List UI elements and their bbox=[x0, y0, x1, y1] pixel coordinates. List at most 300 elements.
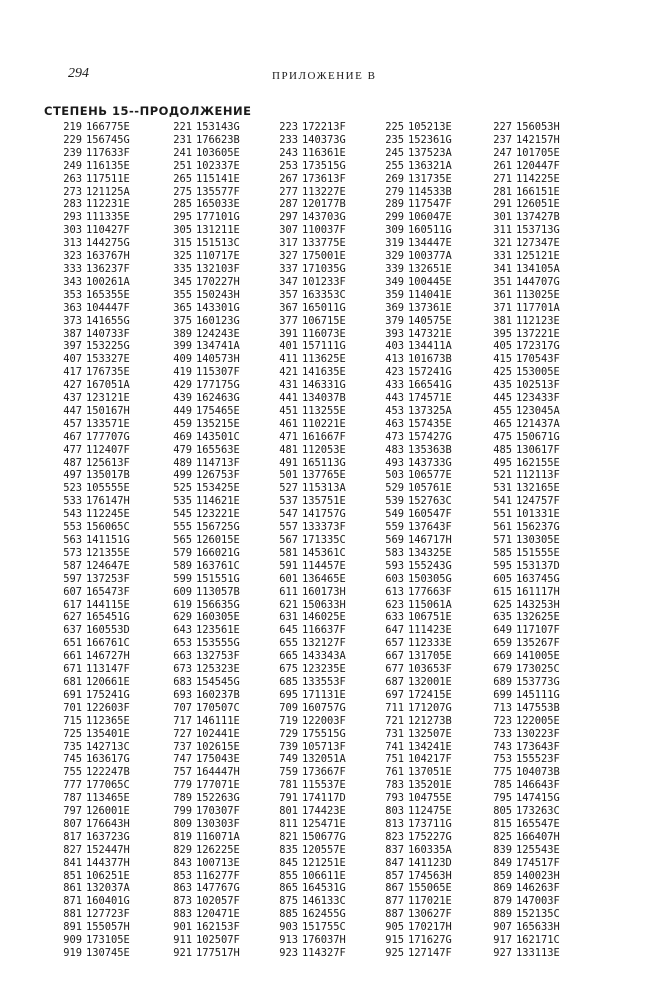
polynomial-code: 143703G bbox=[302, 211, 346, 224]
polynomial-code: 163767H bbox=[86, 250, 130, 263]
degree-number: 497 bbox=[63, 469, 82, 482]
polynomial-code: 145361C bbox=[302, 546, 346, 559]
degree-number: 529 bbox=[385, 482, 404, 495]
polynomial-code: 105761E bbox=[408, 482, 452, 495]
degree-number: 733 bbox=[493, 727, 512, 740]
polynomial-code: 134037B bbox=[302, 392, 346, 405]
polynomial-code: 126015E bbox=[196, 534, 240, 546]
degree-number: 319 bbox=[385, 237, 404, 250]
degree-number: 333 bbox=[63, 262, 82, 275]
degree-number: 435 bbox=[493, 379, 512, 392]
table-row bbox=[60, 766, 630, 779]
polynomial-code: 112245E bbox=[86, 508, 130, 521]
polynomial-code: 132103F bbox=[196, 262, 240, 275]
degree-number: 801 bbox=[279, 805, 298, 818]
degree-number: 425 bbox=[493, 366, 512, 379]
degree-number: 355 bbox=[173, 288, 192, 301]
table-row bbox=[60, 611, 630, 624]
degree-number: 643 bbox=[173, 624, 192, 637]
table-row bbox=[60, 508, 630, 521]
degree-number: 669 bbox=[493, 650, 512, 663]
polynomial-code: 125471E bbox=[302, 817, 346, 830]
degree-number: 749 bbox=[279, 753, 298, 766]
polynomial-code: 160401G bbox=[86, 895, 130, 908]
polynomial-code: 116277F bbox=[196, 869, 240, 882]
polynomial-code: 175001E bbox=[302, 250, 346, 263]
polynomial-code: 166021G bbox=[196, 546, 240, 559]
polynomial-code: 111423E bbox=[408, 624, 452, 637]
degree-number: 785 bbox=[493, 779, 512, 792]
degree-number: 311 bbox=[493, 224, 512, 237]
degree-number: 739 bbox=[279, 740, 298, 753]
degree-number: 419 bbox=[173, 366, 192, 379]
degree-number: 241 bbox=[173, 146, 192, 159]
polynomial-code: 153555G bbox=[196, 637, 240, 650]
polynomial-code: 113025E bbox=[516, 288, 560, 301]
degree-number: 679 bbox=[493, 663, 512, 676]
degree-number: 695 bbox=[279, 688, 298, 701]
table-row bbox=[60, 805, 630, 818]
polynomial-code: 114713F bbox=[196, 456, 240, 469]
degree-number: 617 bbox=[63, 598, 82, 611]
table-row bbox=[60, 173, 630, 186]
polynomial-code: 141635E bbox=[302, 366, 346, 379]
polynomial-code: 151551G bbox=[196, 572, 240, 585]
polynomial-code: 112123E bbox=[516, 314, 560, 327]
degree-number: 775 bbox=[493, 766, 512, 779]
polynomial-code: 106047E bbox=[408, 211, 452, 224]
degree-number: 591 bbox=[279, 559, 298, 572]
table-row bbox=[60, 521, 630, 534]
degree-number: 245 bbox=[385, 146, 404, 159]
polynomial-code: 163745G bbox=[516, 572, 560, 585]
degree-number: 303 bbox=[63, 224, 82, 237]
polynomial-code: 154545G bbox=[196, 675, 240, 688]
polynomial-code: 137051E bbox=[408, 766, 452, 779]
polynomial-code: 140733F bbox=[86, 327, 130, 340]
degree-number: 269 bbox=[385, 172, 404, 185]
degree-number: 847 bbox=[385, 856, 404, 869]
polynomial-code: 147415G bbox=[516, 792, 560, 805]
degree-number: 781 bbox=[279, 779, 298, 792]
table-row bbox=[60, 302, 630, 315]
degree-number: 859 bbox=[493, 869, 512, 882]
degree-number: 791 bbox=[279, 792, 298, 805]
table-row bbox=[60, 495, 630, 508]
degree-number: 829 bbox=[173, 843, 192, 856]
table-row bbox=[60, 792, 630, 805]
degree-number: 343 bbox=[63, 275, 82, 288]
polynomial-code: 151513C bbox=[196, 237, 240, 250]
degree-number: 445 bbox=[493, 392, 512, 405]
degree-number: 621 bbox=[279, 598, 298, 611]
table-row bbox=[60, 160, 630, 173]
polynomial-code: 121125A bbox=[86, 185, 130, 198]
polynomial-code: 121273B bbox=[408, 714, 452, 727]
polynomial-code: 115141E bbox=[196, 172, 240, 185]
degree-number: 605 bbox=[493, 572, 512, 585]
degree-number: 247 bbox=[493, 146, 512, 159]
degree-number: 477 bbox=[63, 443, 82, 456]
degree-number: 815 bbox=[493, 817, 512, 830]
polynomial-code: 153425E bbox=[196, 482, 240, 495]
degree-number: 371 bbox=[493, 301, 512, 314]
polynomial-code: 162153F bbox=[196, 921, 240, 934]
table-row bbox=[60, 857, 630, 870]
polynomial-code: 104217F bbox=[408, 753, 452, 766]
polynomial-code: 147767G bbox=[196, 882, 240, 895]
polynomial-code: 157111G bbox=[302, 340, 346, 353]
polynomial-code: 137643F bbox=[408, 521, 452, 534]
degree-number: 657 bbox=[385, 637, 404, 650]
degree-number: 851 bbox=[63, 869, 82, 882]
degree-number: 783 bbox=[385, 779, 404, 792]
degree-number: 255 bbox=[385, 159, 404, 172]
polynomial-code: 166775E bbox=[86, 121, 130, 133]
polynomial-code: 126225E bbox=[196, 843, 240, 856]
polynomial-code: 171207G bbox=[408, 701, 452, 714]
table-row bbox=[60, 379, 630, 392]
polynomial-code: 171035G bbox=[302, 262, 346, 275]
polynomial-code: 113227E bbox=[302, 185, 346, 198]
polynomial-code: 147003F bbox=[516, 895, 560, 908]
polynomial-code: 143253H bbox=[516, 598, 560, 611]
degree-number: 525 bbox=[173, 482, 192, 495]
degree-number: 861 bbox=[63, 882, 82, 895]
degree-number: 265 bbox=[173, 172, 192, 185]
degree-number: 691 bbox=[63, 688, 82, 701]
polynomial-code: 173105E bbox=[86, 934, 130, 947]
degree-number: 645 bbox=[279, 624, 298, 637]
polynomial-code: 123235E bbox=[302, 663, 346, 676]
polynomial-code: 163353C bbox=[302, 288, 346, 301]
polynomial-code: 147321E bbox=[408, 327, 452, 340]
polynomial-code: 106751E bbox=[408, 611, 452, 624]
degree-number: 849 bbox=[493, 856, 512, 869]
degree-number: 469 bbox=[173, 430, 192, 443]
polynomial-code: 144377H bbox=[86, 856, 130, 869]
degree-number: 239 bbox=[63, 146, 82, 159]
polynomial-code: 153327E bbox=[86, 353, 130, 366]
polynomial-code: 152361G bbox=[408, 133, 452, 146]
degree-number: 891 bbox=[63, 921, 82, 934]
polynomial-code: 177101G bbox=[196, 211, 240, 224]
degree-number: 665 bbox=[279, 650, 298, 663]
table-row bbox=[60, 405, 630, 418]
polynomial-code: 165355E bbox=[86, 288, 130, 301]
degree-number: 541 bbox=[493, 495, 512, 508]
polynomial-code: 117107F bbox=[516, 624, 560, 637]
table-row bbox=[60, 353, 630, 366]
polynomial-code: 162155E bbox=[516, 456, 560, 469]
polynomial-code: 170543F bbox=[516, 353, 560, 366]
polynomial-code: 132507E bbox=[408, 727, 452, 740]
degree-number: 295 bbox=[173, 211, 192, 224]
polynomial-code: 102615E bbox=[196, 740, 240, 753]
polynomial-code: 102507F bbox=[196, 934, 240, 947]
polynomial-code: 153773G bbox=[516, 675, 560, 688]
polynomial-code: 165113G bbox=[302, 456, 346, 469]
degree-number: 823 bbox=[385, 830, 404, 843]
table-row bbox=[60, 637, 630, 650]
degree-number: 747 bbox=[173, 753, 192, 766]
polynomial-code: 160173H bbox=[302, 585, 346, 598]
degree-number: 779 bbox=[173, 779, 192, 792]
polynomial-code: 116361E bbox=[302, 146, 346, 159]
degree-number: 871 bbox=[63, 895, 82, 908]
polynomial-code: 146727H bbox=[86, 650, 130, 663]
polynomial-code: 120471E bbox=[196, 908, 240, 921]
degree-number: 427 bbox=[63, 379, 82, 392]
table-row bbox=[60, 831, 630, 844]
polynomial-code: 114621E bbox=[196, 495, 240, 508]
polynomial-code: 125613F bbox=[86, 456, 130, 469]
degree-number: 231 bbox=[173, 133, 192, 146]
degree-number: 301 bbox=[493, 211, 512, 224]
polynomial-code: 132051A bbox=[302, 753, 346, 766]
degree-number: 901 bbox=[173, 921, 192, 934]
degree-number: 887 bbox=[385, 908, 404, 921]
polynomial-code: 141123D bbox=[408, 856, 452, 869]
polynomial-code: 165547E bbox=[516, 817, 560, 830]
polynomial-code: 140023H bbox=[516, 869, 560, 882]
degree-number: 917 bbox=[493, 934, 512, 947]
table-row bbox=[60, 147, 630, 160]
polynomial-code: 136237F bbox=[86, 262, 130, 275]
polynomial-code: 171131E bbox=[302, 688, 346, 701]
table-row bbox=[60, 624, 630, 637]
degree-number: 331 bbox=[493, 250, 512, 263]
polynomial-code: 156635G bbox=[196, 598, 240, 611]
polynomial-code: 120447F bbox=[516, 159, 560, 172]
degree-number: 535 bbox=[173, 495, 192, 508]
table-row bbox=[60, 534, 630, 547]
polynomial-code: 134241E bbox=[408, 740, 452, 753]
polynomial-code: 156237G bbox=[516, 521, 560, 534]
polynomial-code: 166541G bbox=[408, 379, 452, 392]
degree-number: 501 bbox=[279, 469, 298, 482]
degree-number: 879 bbox=[493, 895, 512, 908]
degree-number: 755 bbox=[63, 766, 82, 779]
polynomial-code: 103605E bbox=[196, 146, 240, 159]
polynomial-code: 135577F bbox=[196, 185, 240, 198]
polynomial-code: 146331G bbox=[302, 379, 346, 392]
degree-number: 735 bbox=[63, 740, 82, 753]
polynomial-code: 165451G bbox=[86, 611, 130, 624]
degree-number: 573 bbox=[63, 546, 82, 559]
degree-number: 597 bbox=[63, 572, 82, 585]
polynomial-code: 166761C bbox=[86, 637, 130, 650]
degree-number: 837 bbox=[385, 843, 404, 856]
polynomial-code: 170307F bbox=[196, 805, 240, 818]
degree-number: 439 bbox=[173, 392, 192, 405]
degree-number: 627 bbox=[63, 611, 82, 624]
polynomial-code: 103653F bbox=[408, 663, 452, 676]
polynomial-code: 137523A bbox=[408, 146, 452, 159]
polynomial-code: 121437A bbox=[516, 417, 560, 430]
polynomial-code: 140575E bbox=[408, 314, 452, 327]
degree-number: 797 bbox=[63, 805, 82, 818]
degree-number: 531 bbox=[493, 482, 512, 495]
degree-number: 865 bbox=[279, 882, 298, 895]
polynomial-code: 162455G bbox=[302, 908, 346, 921]
polynomial-code: 102513F bbox=[516, 379, 560, 392]
degree-number: 373 bbox=[63, 314, 82, 327]
polynomial-code: 110221E bbox=[302, 417, 346, 430]
degree-number: 583 bbox=[385, 546, 404, 559]
polynomial-code: 162171C bbox=[516, 934, 560, 947]
polynomial-code: 125323E bbox=[196, 663, 240, 676]
table-row bbox=[60, 818, 630, 831]
degree-number: 593 bbox=[385, 559, 404, 572]
degree-number: 587 bbox=[63, 559, 82, 572]
polynomial-code: 170507C bbox=[196, 701, 240, 714]
table-row bbox=[60, 263, 630, 276]
polynomial-code: 122005E bbox=[516, 714, 560, 727]
table-row bbox=[60, 650, 630, 663]
degree-number: 415 bbox=[493, 353, 512, 366]
degree-number: 795 bbox=[493, 792, 512, 805]
polynomial-code: 113057B bbox=[196, 585, 240, 598]
degree-number: 457 bbox=[63, 417, 82, 430]
polynomial-code: 137325A bbox=[408, 404, 452, 417]
degree-number: 225 bbox=[385, 121, 404, 133]
polynomial-code: 113255E bbox=[302, 404, 346, 417]
degree-number: 491 bbox=[279, 456, 298, 469]
polynomial-code: 132037A bbox=[86, 882, 130, 895]
polynomial-code: 160553D bbox=[86, 624, 130, 637]
degree-number: 651 bbox=[63, 637, 82, 650]
polynomial-code: 156053H bbox=[516, 121, 560, 133]
polynomial-code: 172317G bbox=[516, 340, 560, 353]
degree-number: 351 bbox=[493, 275, 512, 288]
degree-number: 243 bbox=[279, 146, 298, 159]
polynomial-code: 177071E bbox=[196, 779, 240, 792]
polynomial-code: 150305G bbox=[408, 572, 452, 585]
polynomial-code: 115061A bbox=[408, 598, 452, 611]
degree-number: 563 bbox=[63, 534, 82, 546]
degree-number: 585 bbox=[493, 546, 512, 559]
table-row bbox=[60, 934, 630, 947]
polynomial-code: 134411A bbox=[408, 340, 452, 353]
polynomial-code: 117633F bbox=[86, 146, 130, 159]
polynomial-code: 133571E bbox=[86, 417, 130, 430]
polynomial-code: 122003F bbox=[302, 714, 346, 727]
degree-number: 251 bbox=[173, 159, 192, 172]
polynomial-code: 164447H bbox=[196, 766, 240, 779]
table-row bbox=[60, 250, 630, 263]
polynomial-code: 147553B bbox=[516, 701, 560, 714]
polynomial-code: 176643H bbox=[86, 817, 130, 830]
polynomial-code: 174563H bbox=[408, 869, 452, 882]
polynomial-code: 173667F bbox=[302, 766, 346, 779]
polynomial-code: 127347E bbox=[516, 237, 560, 250]
polynomial-code: 136321A bbox=[408, 159, 452, 172]
polynomial-code: 146133C bbox=[302, 895, 346, 908]
polynomial-code: 175241G bbox=[86, 688, 130, 701]
degree-number: 683 bbox=[173, 675, 192, 688]
polynomial-code: 165011G bbox=[302, 301, 346, 314]
degree-number: 623 bbox=[385, 598, 404, 611]
polynomial-code: 126001E bbox=[86, 805, 130, 818]
polynomial-code: 152763C bbox=[408, 495, 452, 508]
polynomial-code: 143301G bbox=[196, 301, 240, 314]
degree-number: 235 bbox=[385, 133, 404, 146]
polynomial-code: 104447F bbox=[86, 301, 130, 314]
degree-number: 389 bbox=[173, 327, 192, 340]
degree-number: 297 bbox=[279, 211, 298, 224]
polynomial-code: 172213F bbox=[302, 121, 346, 133]
polynomial-code: 174517F bbox=[516, 856, 560, 869]
degree-number: 363 bbox=[63, 301, 82, 314]
degree-number: 443 bbox=[385, 392, 404, 405]
degree-number: 313 bbox=[63, 237, 82, 250]
polynomial-code: 144275G bbox=[86, 237, 130, 250]
table-row bbox=[60, 947, 630, 960]
degree-number: 309 bbox=[385, 224, 404, 237]
degree-number: 413 bbox=[385, 353, 404, 366]
degree-number: 499 bbox=[173, 469, 192, 482]
polynomial-code: 155243G bbox=[408, 559, 452, 572]
table-row bbox=[60, 560, 630, 573]
polynomial-code: 131735E bbox=[408, 172, 452, 185]
degree-number: 731 bbox=[385, 727, 404, 740]
polynomial-code: 150167H bbox=[86, 404, 130, 417]
table-row bbox=[60, 444, 630, 457]
degree-number: 341 bbox=[493, 262, 512, 275]
degree-number: 813 bbox=[385, 817, 404, 830]
polynomial-code: 130745E bbox=[86, 947, 130, 959]
polynomial-code: 157241G bbox=[408, 366, 452, 379]
degree-number: 855 bbox=[279, 869, 298, 882]
polynomial-code: 137253F bbox=[86, 572, 130, 585]
polynomial-code: 102441E bbox=[196, 727, 240, 740]
polynomial-code: 106715E bbox=[302, 314, 346, 327]
degree-number: 789 bbox=[173, 792, 192, 805]
polynomial-code: 141655G bbox=[86, 314, 130, 327]
table-row bbox=[60, 340, 630, 353]
degree-number: 921 bbox=[173, 947, 192, 959]
polynomial-code: 170217H bbox=[408, 921, 452, 934]
polynomial-code: 112365E bbox=[86, 714, 130, 727]
polynomial-code: 121355E bbox=[86, 546, 130, 559]
degree-number: 367 bbox=[279, 301, 298, 314]
polynomial-code: 100261A bbox=[86, 275, 130, 288]
polynomial-code: 124757F bbox=[516, 495, 560, 508]
polynomial-code: 134447E bbox=[408, 237, 452, 250]
polynomial-code: 165633H bbox=[516, 921, 560, 934]
polynomial-code: 104755E bbox=[408, 792, 452, 805]
polynomial-code: 150243H bbox=[196, 288, 240, 301]
polynomial-code: 142713C bbox=[86, 740, 130, 753]
polynomial-code: 135751E bbox=[302, 495, 346, 508]
polynomial-code: 132625E bbox=[516, 611, 560, 624]
table-row bbox=[60, 573, 630, 586]
degree-number: 843 bbox=[173, 856, 192, 869]
polynomial-code: 141151G bbox=[86, 534, 130, 546]
degree-number: 817 bbox=[63, 830, 82, 843]
polynomial-code: 153143G bbox=[196, 121, 240, 133]
polynomial-code: 151755C bbox=[302, 921, 346, 934]
degree-number: 307 bbox=[279, 224, 298, 237]
degree-number: 409 bbox=[173, 353, 192, 366]
degree-number: 399 bbox=[173, 340, 192, 353]
polynomial-code: 110427F bbox=[86, 224, 130, 237]
degree-number: 927 bbox=[493, 947, 512, 959]
polynomial-code: 135401E bbox=[86, 727, 130, 740]
polynomial-code: 112475E bbox=[408, 805, 452, 818]
degree-number: 567 bbox=[279, 534, 298, 546]
